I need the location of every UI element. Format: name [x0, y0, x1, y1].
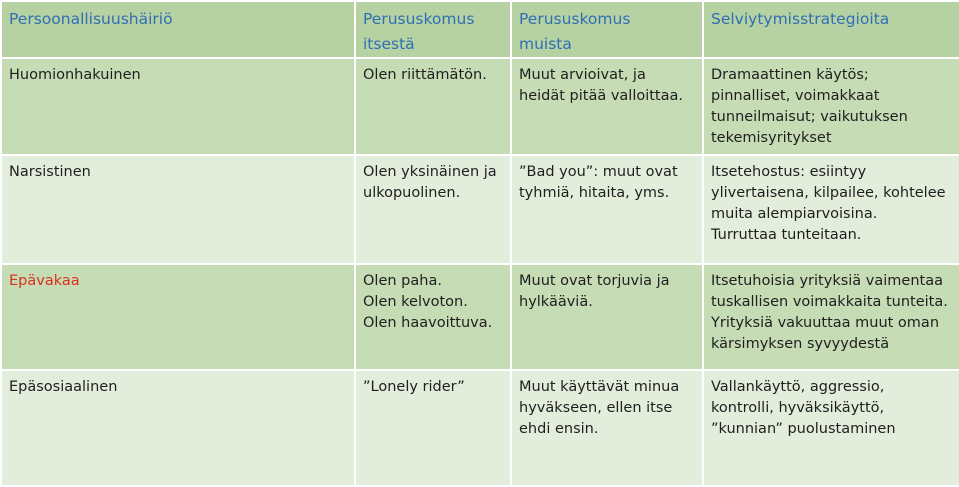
strategies-cell: Dramaattinen käytös; pinnalliset, voimakkaat tunneilmaisut; vaikutuksen tekemisyritykset	[703, 58, 959, 155]
header-disorder: Persoonallisuushäiriö	[1, 1, 355, 58]
self-belief-cell: ”Lonely rider”	[355, 370, 511, 486]
table-row	[1, 58, 959, 155]
others-belief-cell: Muut käyttävät minua hyväkseen, ellen itse ehdi ensin.	[511, 370, 703, 486]
others-belief-cell: Muut ovat torjuvia ja hylkääviä.	[511, 264, 703, 370]
disorder-cell: Epäsosiaalinen	[1, 370, 355, 486]
header-others-belief: Perususkomus muista	[511, 1, 703, 58]
strategies-cell: Vallankäyttö, aggressio, kontrolli, hyväksikäyttö, ”kunnian” puolustaminen	[703, 370, 959, 486]
strategies-cell: Itsetehostus: esiintyy ylivertaisena, kilpailee, kohtelee muita alempiarvoisina. Turruttaa tunteitaan.	[703, 155, 959, 264]
header-self-belief: Perususkomus itsestä	[355, 1, 511, 58]
self-belief-cell: Olen paha. Olen kelvoton. Olen haavoittuva.	[355, 264, 511, 370]
header-strategies: Selviytymisstrategioita	[703, 1, 959, 58]
table-row	[1, 264, 959, 370]
header-row	[1, 1, 959, 58]
self-belief-cell: Olen riittämätön.	[355, 58, 511, 155]
others-belief-cell: ”Bad you”: muut ovat tyhmiä, hitaita, yms.	[511, 155, 703, 264]
disorder-cell: Epävakaa	[1, 264, 355, 370]
table-row	[1, 155, 959, 264]
strategies-cell: Itsetuhoisia yrityksiä vaimentaa tuskallisen voimakkaita tunteita. Yrityksiä vakuuttaa muut oman kärsimyksen syvyydestä	[703, 264, 959, 370]
table-row	[1, 370, 959, 486]
self-belief-cell: Olen yksinäinen ja ulkopuolinen.	[355, 155, 511, 264]
others-belief-cell: Muut arvioivat, ja heidät pitää valloittaa.	[511, 58, 703, 155]
disorder-cell: Narsistinen	[1, 155, 355, 264]
disorder-cell: Huomionhakuinen	[1, 58, 355, 155]
